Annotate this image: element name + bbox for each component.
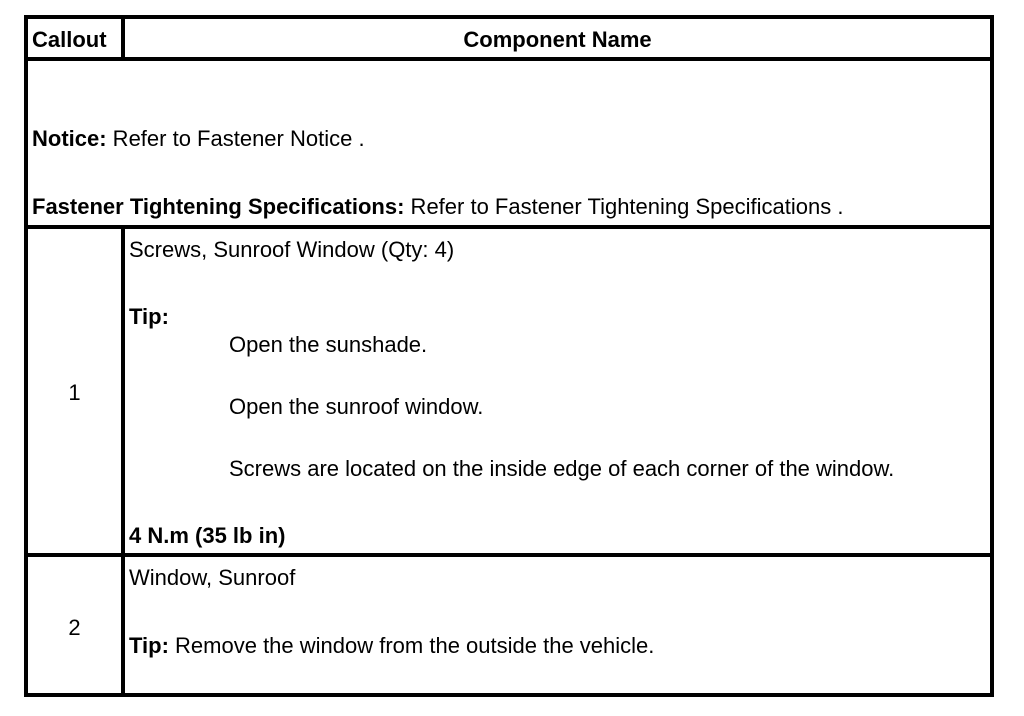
row-1-title: Screws, Sunroof Window (Qty: 4) <box>129 237 455 262</box>
row-2-tip-line <box>129 633 654 659</box>
notice-label: Notice: <box>32 126 107 151</box>
header-callout: Callout <box>32 27 107 52</box>
row-1-tip-2: Open the sunroof window. <box>229 394 484 419</box>
row-2-tip-label: Tip: <box>129 633 169 658</box>
column-divider-body <box>121 225 125 697</box>
row-1-tip-label: Tip: <box>129 304 169 329</box>
fastener-spec-line <box>32 194 843 220</box>
row-1-callout: 1 <box>68 380 81 405</box>
row-1-tip-3: Screws are located on the inside edge of each corner of the window. <box>229 456 895 481</box>
fastener-spec-text: Refer to Fastener Tightening Specifications . <box>404 194 844 219</box>
general-row-divider <box>28 225 990 229</box>
component-table <box>24 15 994 697</box>
row-1-divider <box>28 553 990 557</box>
header-divider <box>28 57 990 61</box>
row-1-tip-1: Open the sunshade. <box>229 332 428 357</box>
row-2-title: Window, Sunroof <box>129 565 296 590</box>
row-2-callout: 2 <box>68 615 81 640</box>
row-1-torque: 4 N.m (35 lb in) <box>129 523 286 548</box>
fastener-spec-label: Fastener Tightening Specifications: <box>32 194 405 219</box>
notice-line <box>32 126 365 152</box>
row-2-tip-text: Remove the window from the outside the vehicle. <box>168 633 655 658</box>
notice-text: Refer to Fastener Notice . <box>106 126 365 151</box>
header-component-name: Component Name <box>463 27 652 52</box>
